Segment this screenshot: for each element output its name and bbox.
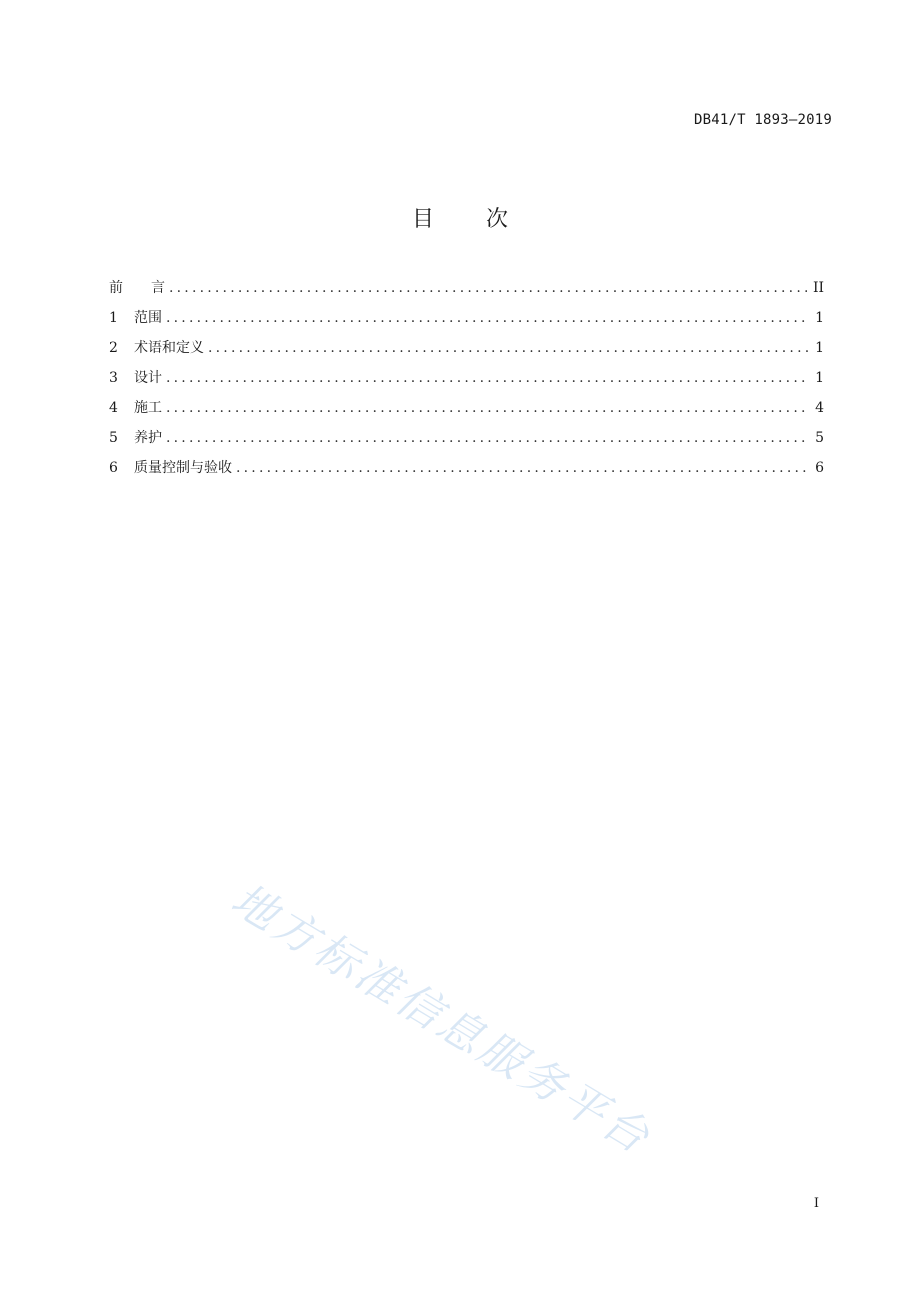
toc-leader-dots bbox=[169, 280, 807, 296]
toc-entry-number: 6 bbox=[109, 460, 118, 476]
toc-entry-page: 5 bbox=[815, 430, 824, 446]
document-code: DB41/T 1893—2019 bbox=[693, 112, 832, 128]
toc-entry-page: 1 bbox=[815, 310, 824, 326]
toc-entry-2[interactable] bbox=[109, 337, 824, 367]
toc-entry-number: 2 bbox=[109, 340, 118, 356]
toc-entry-label: 施工 bbox=[134, 400, 162, 416]
page-title bbox=[0, 202, 920, 233]
toc-leader-dots bbox=[236, 460, 808, 476]
table-of-contents bbox=[109, 277, 824, 487]
toc-leader-dots bbox=[208, 340, 808, 356]
toc-entry-page: II bbox=[812, 280, 824, 296]
toc-entry-1[interactable] bbox=[109, 307, 824, 337]
toc-entry-label: 设计 bbox=[134, 370, 162, 386]
toc-entry-preface[interactable] bbox=[109, 277, 824, 307]
toc-entry-page: 4 bbox=[815, 400, 824, 416]
toc-entry-label: 前 言 bbox=[109, 280, 165, 296]
toc-entry-label: 术语和定义 bbox=[134, 340, 204, 356]
toc-entry-number: 4 bbox=[109, 400, 118, 416]
title-char-1: 目 bbox=[411, 207, 434, 232]
title-char-2: 次 bbox=[486, 207, 509, 232]
toc-entry-5[interactable] bbox=[109, 427, 824, 457]
toc-entry-number: 1 bbox=[109, 310, 118, 326]
toc-leader-dots bbox=[166, 400, 808, 416]
toc-entry-3[interactable] bbox=[109, 367, 824, 397]
toc-entry-4[interactable] bbox=[109, 397, 824, 427]
toc-entry-label: 范围 bbox=[134, 310, 162, 326]
toc-entry-number: 3 bbox=[109, 370, 118, 386]
toc-leader-dots bbox=[166, 310, 808, 326]
toc-entry-page: 1 bbox=[815, 340, 824, 356]
toc-leader-dots bbox=[166, 370, 808, 386]
toc-entry-label: 养护 bbox=[134, 430, 162, 446]
toc-leader-dots bbox=[166, 430, 808, 446]
toc-entry-label: 质量控制与验收 bbox=[134, 460, 232, 476]
toc-entry-number: 5 bbox=[109, 430, 118, 446]
watermark: 地方标准信息服务平台 bbox=[222, 873, 661, 1165]
toc-entry-page: 6 bbox=[815, 460, 824, 476]
toc-entry-6[interactable] bbox=[109, 457, 824, 487]
toc-entry-page: 1 bbox=[815, 370, 824, 386]
page-number: I bbox=[813, 1196, 819, 1211]
